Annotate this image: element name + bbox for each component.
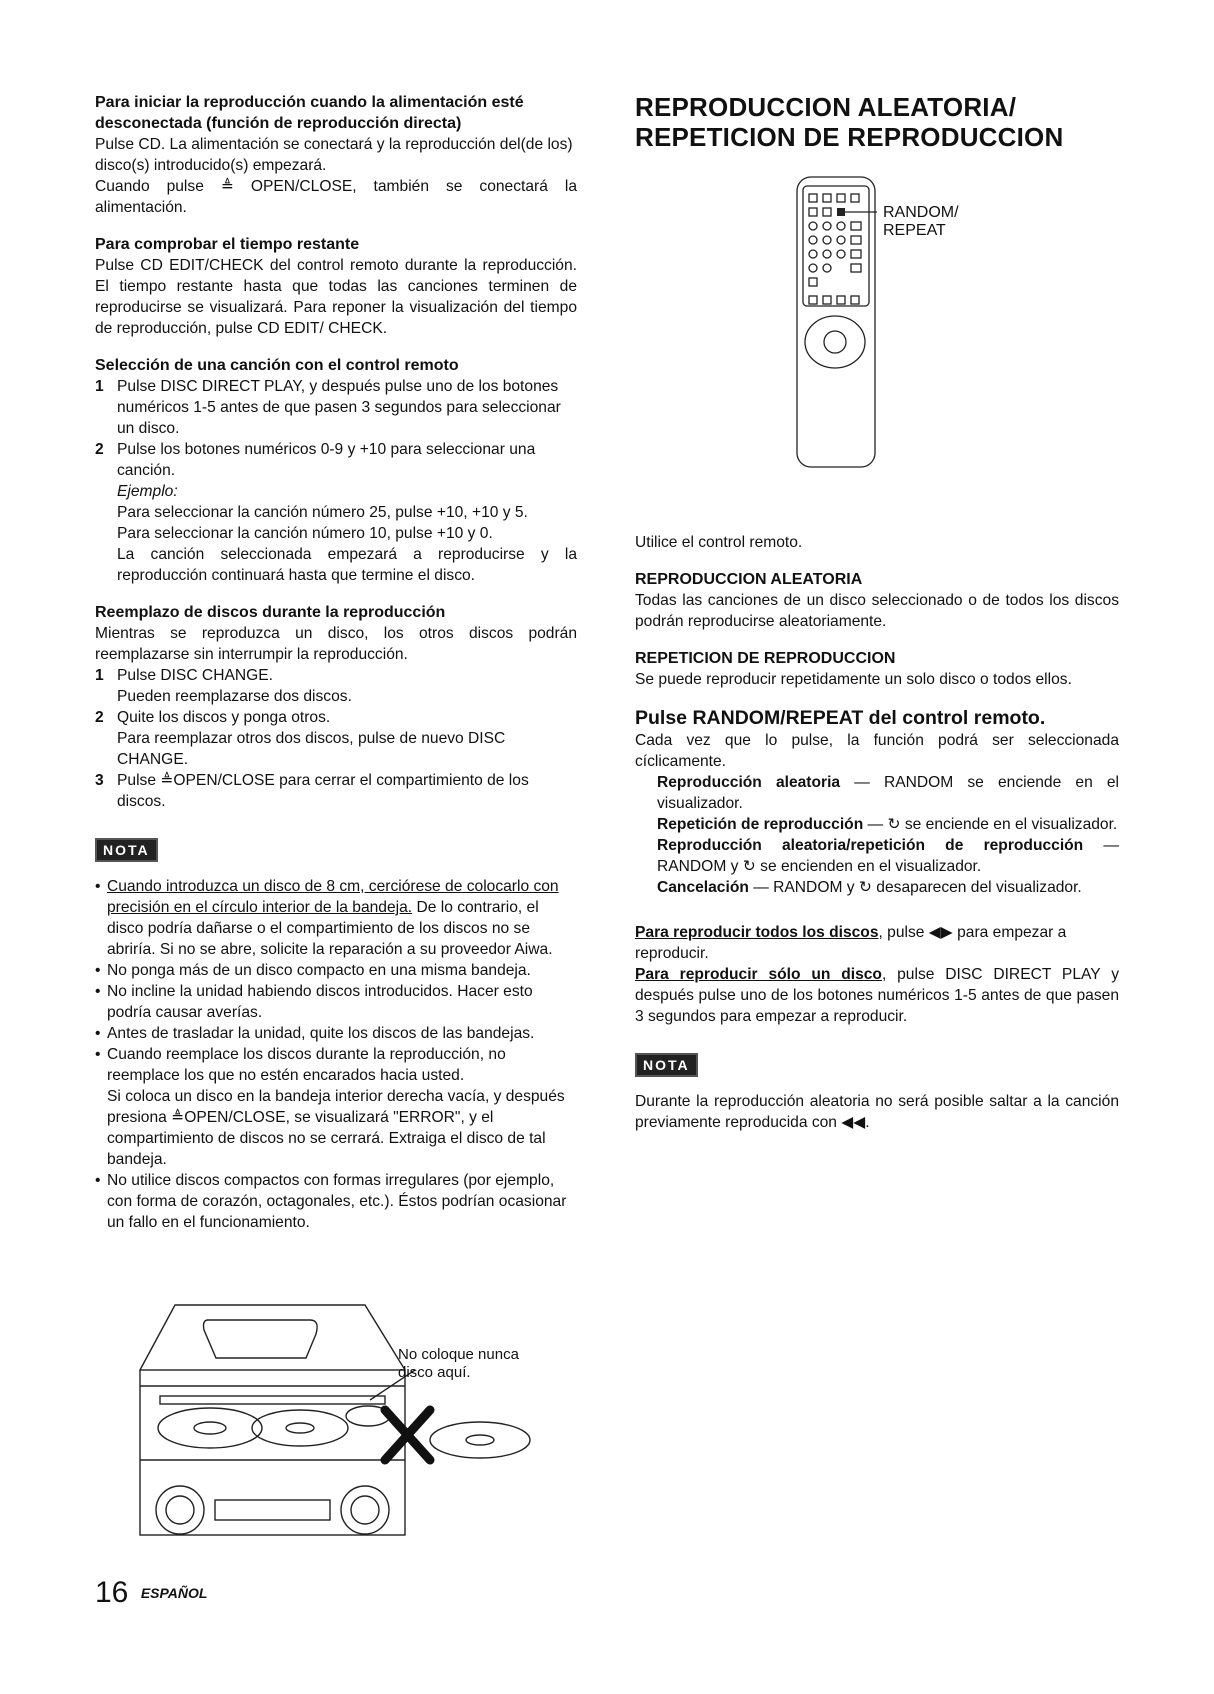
- step-number: 2: [95, 709, 104, 726]
- play-all-text: [635, 922, 1119, 964]
- page-title-line1: REPRODUCCION ALEATORIA/: [635, 92, 1017, 122]
- list-item: [95, 376, 577, 439]
- direct-play-title: Para iniciar la reproducción cuando la alimentación esté desconectada (función de reproducción directa): [95, 94, 524, 132]
- remote-label-line1: RANDOM/: [883, 204, 959, 221]
- remote-label: [883, 204, 959, 240]
- random-text: Todas las canciones de un disco seleccionado o de todos los discos podrán reproducirse aleatoriamente.: [635, 592, 1119, 630]
- example-label: Ejemplo:: [117, 483, 178, 500]
- step-number: 3: [95, 772, 104, 789]
- note-text: No utilice discos compactos con formas irregulares (por ejemplo, con forma de corazón, octagonales, etc.). Éstos podrían ocasionar un fallo en el funcionamiento.: [107, 1172, 567, 1231]
- step-number: 1: [95, 667, 104, 684]
- mode-name: Cancelación: [657, 879, 749, 896]
- random-title: REPRODUCCION ALEATORIA: [635, 571, 863, 588]
- list-item: [657, 814, 1119, 835]
- mode-name: Reproducción aleatoria/repetición de reproducción: [657, 837, 1084, 854]
- remote-illustration: [635, 152, 1119, 532]
- direct-play-p1: Pulse CD. La alimentación se conectará y la reproducción del(de los) disco(s) introducido(s) empezará.: [95, 136, 573, 174]
- disc-change-p1: Mientras se reproduzca un disco, los otros discos podrán reemplazarse sin interrumpir la reproducción.: [95, 625, 577, 663]
- list-item: [657, 835, 1119, 877]
- remaining-time-section: [95, 234, 577, 339]
- step-number: 1: [95, 378, 104, 395]
- play-one-underlined: Para reproducir sólo un disco: [635, 966, 882, 983]
- page-title-line2: REPETICION DE REPRODUCCION: [635, 122, 1064, 152]
- play-all-section: [635, 922, 1119, 1027]
- track-select-steps: [95, 376, 577, 586]
- play-all-rest: , pulse ◀▶ para empezar a reproducir.: [635, 924, 1067, 962]
- page-number: 16: [95, 1576, 129, 1609]
- list-item: [95, 960, 577, 981]
- play-all-underlined: Para reproducir todos los discos: [635, 924, 879, 941]
- pulse-text: Cada vez que lo pulse, la función podrá ser seleccionada cíclicamente.: [635, 732, 1119, 770]
- remote-label-line2: REPEAT: [883, 222, 946, 239]
- step-text: Pulse DISC CHANGE.: [117, 667, 273, 684]
- list-item: [95, 981, 577, 1023]
- repeat-section: [635, 648, 1119, 690]
- list-item: [657, 877, 1119, 898]
- note-text: De lo contrario, el disco podría dañarse o el compartimiento de los discos no se abriría. Si no se abre, solicite la reparación a su proveedor Aiwa.: [107, 899, 553, 958]
- use-remote-text: Utilice el control remoto.: [635, 534, 803, 551]
- pulse-section: [635, 706, 1119, 898]
- disc-change-steps: [95, 665, 577, 812]
- note-underlined: Cuando introduzca un disco de 8 cm, cerciórese de colocarlo con precisión en el círculo interior de la bandeja.: [107, 878, 559, 916]
- list-item: [95, 876, 577, 960]
- track-select-section: [95, 355, 577, 586]
- repeat-title: REPETICION DE REPRODUCCION: [635, 650, 896, 667]
- mode-name: Reproducción aleatoria: [657, 774, 841, 791]
- repeat-text: Se puede reproducir repetidamente un solo disco o todos ellos.: [635, 671, 1072, 688]
- list-item: [95, 439, 577, 586]
- mode-desc: — RANDOM se enciende en el visualizador.: [657, 774, 1120, 812]
- play-one-rest: , pulse DISC DIRECT PLAY y después pulse uno de los botones numéricos 1-5 antes de que pasen 3 segundos para empezar a reproducir.: [635, 966, 1119, 1025]
- list-item: [95, 1170, 577, 1233]
- left-column: [95, 92, 577, 1233]
- direct-play-section: [95, 92, 577, 218]
- track-select-title: Selección de una canción con el control remoto: [95, 357, 459, 374]
- step-sub: Pueden reemplazarse dos discos.: [117, 688, 352, 705]
- disc-change-section: [95, 602, 577, 812]
- note-text: Cuando reemplace los discos durante la reproducción, no reemplace los que no estén encarados hacia usted. Si coloca un disco en la bandeja interior derecha vacía, y después presiona ≜OPEN/CLOSE, se visualizará "ERROR", y el compartimiento de discos no se cerrará. Extraiga el disco de tal bandeja.: [107, 1046, 565, 1168]
- mode-list: [635, 772, 1119, 898]
- step-text: Pulse los botones numéricos 0-9 y +10 para seleccionar una canción.: [117, 441, 536, 479]
- step-text: Pulse ≜OPEN/CLOSE para cerrar el compartimiento de los discos.: [117, 772, 529, 810]
- step-number: 2: [95, 441, 104, 458]
- list-item: [95, 665, 577, 707]
- nota-text-right: Durante la reproducción aleatoria no será posible saltar a la canción previamente reproducida con ◀◀.: [635, 1093, 1119, 1131]
- note-text: No ponga más de un disco compacto en una misma bandeja.: [107, 962, 531, 979]
- mode-desc: — RANDOM y ↻ desaparecen del visualizador.: [748, 879, 1082, 896]
- nota-badge-right: NOTA: [635, 1053, 698, 1077]
- note-text: Antes de trasladar la unidad, quite los discos de las bandejas.: [107, 1025, 535, 1042]
- example-2: Para seleccionar la canción número 10, pulse +10 y 0.: [117, 525, 493, 542]
- mode-desc: — ↻ se enciende en el visualizador.: [863, 816, 1118, 833]
- note-text: No incline la unidad habiendo discos introducidos. Hacer esto podría causar averías.: [107, 983, 533, 1021]
- figure-label: No coloque nunca disco aquí.: [398, 1346, 519, 1381]
- direct-play-p2: Cuando pulse ≜ OPEN/CLOSE, también se conectará la alimentación.: [95, 178, 577, 216]
- list-item: [95, 770, 577, 812]
- list-item: [95, 707, 577, 770]
- notes-list: [95, 876, 577, 1233]
- pulse-title: Pulse RANDOM/REPEAT del control remoto.: [635, 707, 1046, 729]
- step-text: Pulse DISC DIRECT PLAY, y después pulse uno de los botones numéricos 1-5 antes de que pasen 3 segundos para seleccionar un disco.: [117, 378, 561, 437]
- list-item: [95, 1023, 577, 1044]
- list-item: [657, 772, 1119, 814]
- mode-name: Repetición de reproducción: [657, 816, 864, 833]
- list-item: [95, 1044, 577, 1170]
- example-3: La canción seleccionada empezará a reproducirse y la reproducción continuará hasta que termine el disco.: [117, 546, 577, 584]
- step-text: Quite los discos y ponga otros.: [117, 709, 331, 726]
- example-1: Para seleccionar la canción número 25, pulse +10, +10 y 5.: [117, 504, 528, 521]
- disc-change-title: Reemplazo de discos durante la reproducción: [95, 604, 446, 621]
- cd-unit-drawing: [130, 1300, 550, 1540]
- play-one-text: [635, 964, 1119, 1027]
- step-sub: Para reemplazar otros dos discos, pulse de nuevo DISC CHANGE.: [117, 730, 506, 768]
- remaining-time-p1: Pulse CD EDIT/CHECK del control remoto durante la reproducción. El tiempo restante hasta que todas las canciones terminen de reproducirse se visualizará. Para reponer la visualización del tiempo de reproducción, pulse CD EDIT/ CHECK.: [95, 257, 577, 337]
- language-label: ESPAÑOL: [140, 1585, 208, 1601]
- right-column: [635, 92, 1119, 1133]
- cd-unit-illustration: [130, 1300, 550, 1540]
- mode-desc: — RANDOM y ↻ se encienden en el visualizador.: [657, 837, 1119, 875]
- remaining-time-title: Para comprobar el tiempo restante: [95, 236, 360, 253]
- random-section: [635, 569, 1119, 632]
- nota-badge: NOTA: [95, 838, 158, 862]
- page-footer: [95, 1576, 207, 1610]
